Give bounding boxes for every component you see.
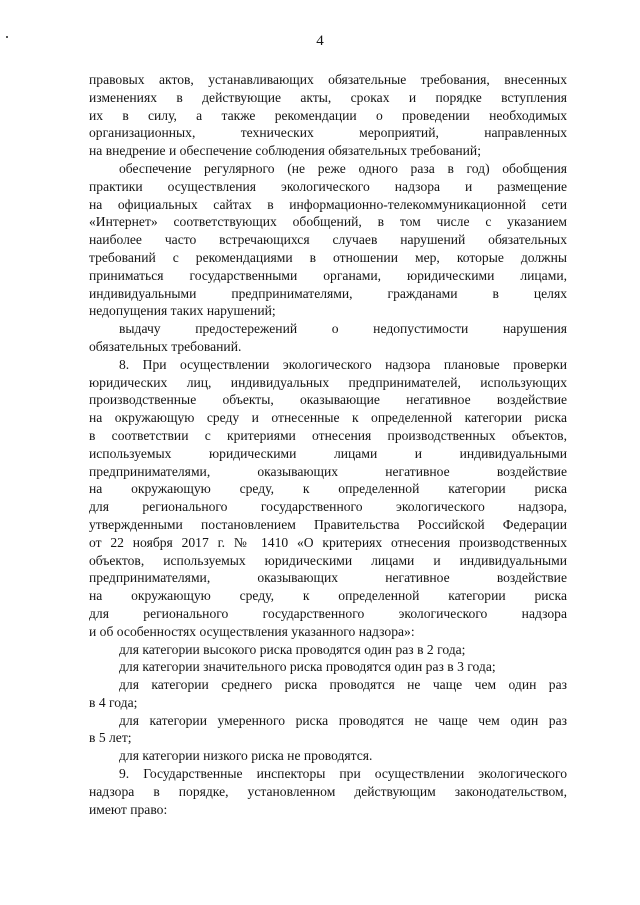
text-line: практики осуществления экологического надзора и размещение — [89, 178, 567, 194]
text-line: на окружающую среду и отнесенные к определенной категории риска — [89, 410, 567, 426]
text-line: правовых актов, устанавливающих обязательные требования, внесенных — [89, 72, 567, 87]
text-line: для категории значительного риска проводятся один раз в 3 года; — [119, 659, 496, 675]
text-line: для категории умеренного риска проводятся не чаще чем один раз — [119, 712, 567, 728]
text-line: предпринимателями, оказывающих негативное воздействие — [89, 570, 567, 586]
text-line: на окружающую среду, к определенной категории риска — [89, 481, 567, 497]
text-line: для категории среднего риска проводятся не чаще чем один раз — [119, 677, 567, 693]
text-line: обеспечение регулярного (не реже одного раза в год) обобщения — [119, 160, 567, 176]
text-line: наиболее часто встречающихся случаев нарушений обязательных — [89, 232, 567, 248]
text-line: юридических лиц, индивидуальных предпринимателей, использующих — [89, 374, 567, 390]
text-line: от 22 ноября 2017 г. № 1410 «О критериях отнесения производственных — [89, 534, 567, 550]
text-line: имеют право: — [89, 801, 168, 817]
text-line: 8. При осуществлении экологического надзора плановые проверки — [119, 356, 567, 372]
text-line: утвержденными постановлением Правительства Российской Федерации — [89, 516, 567, 532]
text-line: для регионального государственного экологического надзора — [89, 605, 567, 621]
text-line: и об особенностях осуществления указанного надзора»: — [89, 623, 415, 639]
document-body — [89, 71, 567, 818]
text-line: на внедрение и обеспечение соблюдения обязательных требований; — [89, 143, 481, 159]
text-line: организационных, технических мероприятий, направленных — [89, 125, 567, 141]
text-line: требований с рекомендациями в отношении мер, которые должны — [89, 249, 567, 265]
text-line: в 4 года; — [89, 694, 138, 710]
text-line: изменениях в действующие акты, сроках и порядке вступления — [89, 89, 567, 105]
text-line: в соответствии с критериями отнесения производственных объектов, — [89, 427, 567, 443]
text-line: приниматься государственными органами, юридическими лицами, — [89, 267, 567, 283]
text-line: 9. Государственные инспекторы при осуществлении экологического — [119, 766, 567, 782]
text-line: на официальных сайтах в информационно-телекоммуникационной сети — [89, 196, 567, 212]
text-line: для категории низкого риска не проводятся. — [119, 748, 373, 764]
text-line: объектов, используемых юридическими лицами и индивидуальными — [89, 552, 567, 568]
text-line: надзора в порядке, установленном действующим законодательством, — [89, 783, 567, 799]
text-line: недопущения таких нарушений; — [89, 303, 276, 319]
text-line: для категории высокого риска проводятся один раз в 2 года; — [119, 641, 466, 657]
text-line: обязательных требований. — [89, 338, 242, 354]
text-line: используемых юридическими лицами и индивидуальными — [89, 445, 567, 461]
text-line: в 5 лет; — [89, 730, 132, 746]
text-line: индивидуальными предпринимателями, гражданами в целях — [89, 285, 567, 301]
text-line: их в силу, а также рекомендации о проведении необходимых — [89, 107, 567, 123]
text-line: предпринимателями, оказывающих негативное воздействие — [89, 463, 567, 479]
text-line: производственные объекты, оказывающие негативное воздействие — [89, 392, 567, 408]
text-line: на окружающую среду, к определенной категории риска — [89, 588, 567, 604]
text-line: «Интернет» соответствующих обобщений, в том числе с указанием — [89, 214, 567, 230]
page-number: 4 — [316, 33, 324, 49]
text-line: для регионального государственного экологического надзора, — [89, 499, 567, 515]
text-line: выдачу предостережений о недопустимости нарушения — [119, 321, 567, 337]
